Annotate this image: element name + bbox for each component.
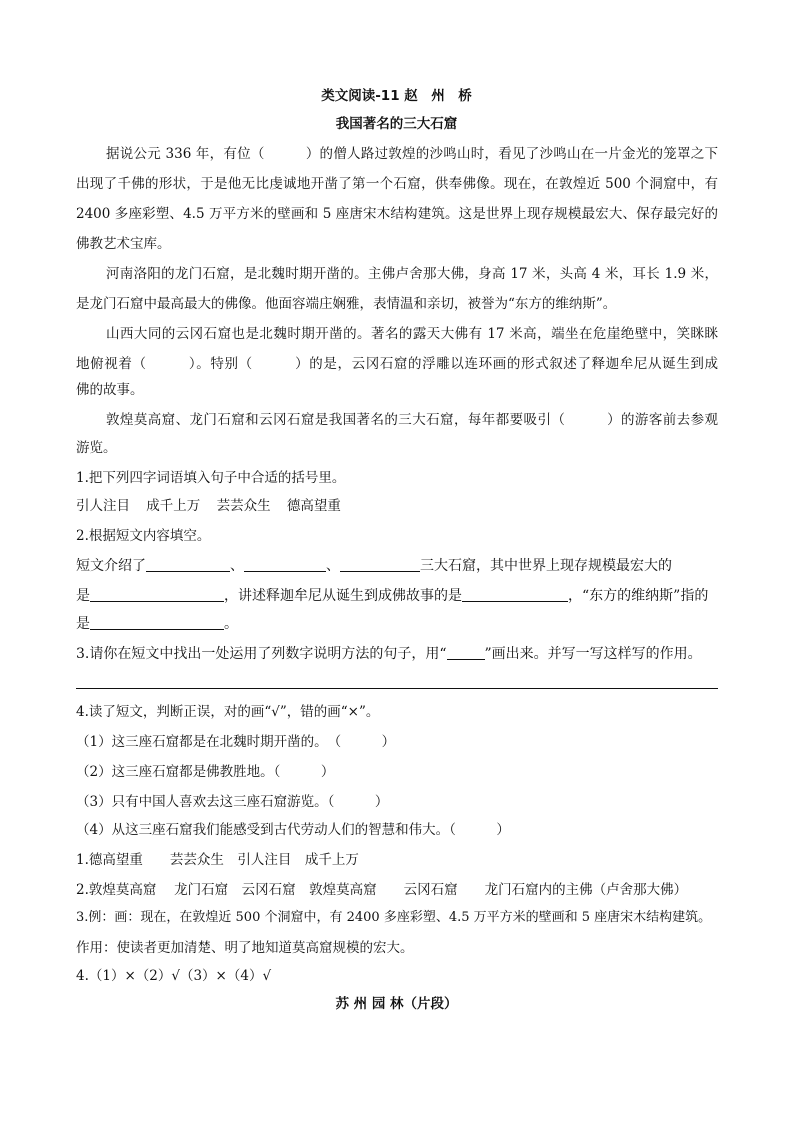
q2-text: 、	[230, 558, 244, 574]
q2-blank-2[interactable]	[244, 557, 326, 572]
article-p3-line1: 山西大同的云冈石窟也是北魏时期开凿的。著名的露天大佛有 17 米高，端坐在危崖绝壁中，笑眯眯	[106, 326, 718, 342]
answer-2: 2.敦煌莫高窟 龙门石窟 云冈石窟 敦煌莫高窟 云冈石窟 龙门石窟内的主佛（卢舍那大佛）	[76, 882, 688, 898]
q1-word: 引人注目	[76, 498, 130, 514]
article-p3-line3: 佛的故事。	[76, 382, 144, 398]
q3-text: 3.请你在短文中找出一处运用了列数字说明方法的句子，用“	[76, 646, 447, 662]
q1-word-list	[76, 496, 718, 516]
q3-title	[76, 644, 718, 664]
q2-blank-6[interactable]	[90, 615, 224, 630]
q2-line1	[76, 556, 718, 576]
q1-word: 成千上万	[146, 498, 201, 514]
q3-text: ”画出来。并写一写这样写的作用。	[484, 646, 702, 662]
article-p2-line1: 河南洛阳的龙门石窟，是北魏时期开凿的。主佛卢舍那大佛，身高 17 米，头高 4 米，耳长 1.9 米，	[106, 266, 718, 282]
q3-underline-sample	[447, 645, 485, 660]
answer-3-line1: 3.例：画：现在，在敦煌近 500 个洞窟中，有 2400 多座彩塑、4.5 万平方米的壁画和 5 座唐宋木结构建筑。	[76, 910, 712, 925]
q2-text: 是	[76, 588, 90, 604]
q1-word: 德高望重	[286, 498, 341, 514]
article-p1-line1: 据说公元 336 年，有位（ ）的僧人路过敦煌的沙鸣山时，看见了沙鸣山在一片金光的笼罩之下	[106, 146, 718, 162]
q2-text: 是	[76, 616, 90, 632]
q4-item-2: （2）这三座石窟都是佛教胜地。（ ）	[76, 764, 335, 780]
q2-line2	[76, 586, 718, 606]
article-p2-line2: 是龙门石窟中最高最大的佛像。他面容端庄娴雅，表情温和亲切，被誉为“东方的维纳斯”。	[76, 296, 617, 312]
article-p1-line4: 佛教艺术宝库。	[76, 236, 171, 252]
q2-text: ，“东方的维纳斯”指的	[568, 588, 709, 604]
q2-text: 。	[224, 616, 238, 632]
q2-blank-4[interactable]	[90, 587, 224, 602]
q4-item-1: （1）这三座石窟都是在北魏时期开凿的。 （ ）	[76, 734, 396, 750]
q2-title: 2.根据短文内容填空。	[76, 528, 211, 544]
article-p1-line2: 出现了千佛的形状，于是他无比虔诚地开凿了第一个石窟，供奉佛像。现在，在敦煌近 500 个洞窟中，有	[76, 176, 718, 192]
q2-blank-3[interactable]	[340, 557, 420, 572]
q4-item-3: （3）只有中国人喜欢去这三座石窟游览。（ ）	[76, 794, 389, 810]
q2-blank-5[interactable]	[462, 587, 568, 602]
q4-item-4: （4）从这三座石窟我们能感受到古代劳动人们的智慧和伟大。（ ）	[76, 822, 510, 838]
q2-text: ，讲述释迦牟尼从诞生到成佛故事的是	[224, 588, 462, 604]
answer-1: 1.德高望重 芸芸众生 引人注目 成千上万	[76, 852, 359, 868]
article-p3-line2: 地俯视着（ ）。特别（ ）的是，云冈石窟的浮雕以连环画的形式叙述了释迦牟尼从诞生到成	[76, 356, 718, 372]
q2-blank-1[interactable]	[146, 557, 230, 572]
article-p4-line2: 游览。	[76, 440, 117, 456]
next-section-title: 苏 州 园 林（片段）	[335, 996, 458, 1012]
article-p4-line1: 敦煌莫高窟、龙门石窟和云冈石窟是我国著名的三大石窟，每年都要吸引（ ）的游客前去参观	[106, 412, 718, 428]
q2-text: 三大石窟，其中世界上现存规模最宏大的	[420, 558, 672, 574]
page-title: 类文阅读-11 赵 州 桥	[321, 88, 472, 104]
q3-answer-line[interactable]	[76, 688, 718, 689]
article-p1-line3: 2400 多座彩塑、4.5 万平方米的壁画和 5 座唐宋木结构建筑。这是世界上现存规模最宏大、保存最完好的	[76, 206, 718, 222]
q1-title: 1.把下列四字词语填入句子中合适的括号里。	[76, 470, 346, 486]
answer-3-line2: 作用：使读者更加清楚、明了地知道莫高窟规模的宏大。	[76, 940, 414, 956]
q2-text: 、	[326, 558, 340, 574]
q1-word: 芸芸众生	[216, 498, 271, 514]
answer-4: 4.（1）×（2）√（3）×（4）√	[76, 968, 272, 984]
q2-line3	[76, 614, 718, 634]
q2-text: 短文介绍了	[76, 558, 146, 574]
q4-title: 4.读了短文，判断正误，对的画“√”，错的画“×”。	[76, 704, 380, 720]
article-title: 我国著名的三大石窟	[335, 116, 458, 132]
